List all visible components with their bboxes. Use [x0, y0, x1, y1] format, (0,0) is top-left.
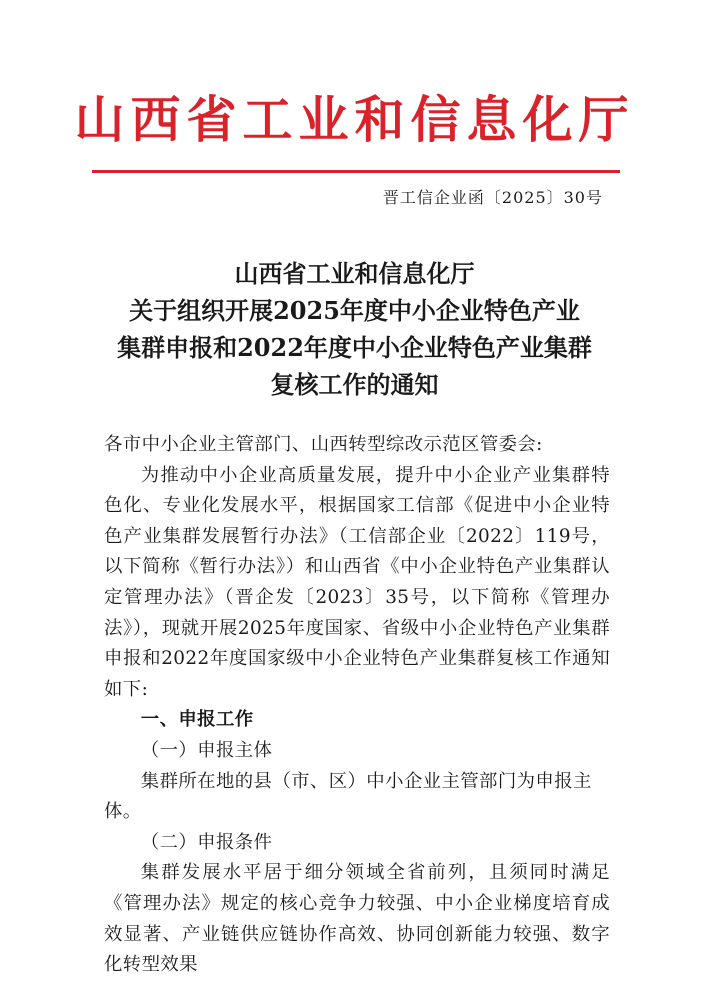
subsection-heading-2: （二）申报条件: [140, 831, 273, 853]
subsection-2-text: 集群发展水平居于细分领域全省前列，且须同时满足《管理办法》规定的核心竞争力较强、中小企业梯度培育成效显著、产业链供应链协作高效、协同创新能力较强、数字化转型效果: [104, 862, 610, 976]
notice-title: [0, 255, 709, 403]
title-line-3: 集群申报和2022年度中小企业特色产业集群: [117, 333, 592, 362]
salutation: 各市中小企业主管部门、山西转型综改示范区管委会:: [104, 434, 543, 455]
section-heading-1: 一、申报工作: [140, 709, 254, 731]
title-line-2: 关于组织开展2025年度中小企业特色产业: [129, 296, 580, 325]
red-divider-line: [92, 170, 620, 173]
intro-paragraph: 为推动中小企业高质量发展，提升中小企业产业集群特色化、专业化发展水平，根据国家工信部《促进中小企业特色产业集群发展暂行办法》（工信部企业〔2022〕119号，以下简称《暂行办法》）和山西省《中小企业特色产业集群认定管理办法》（晋企发〔2023〕35号，以下简称《管理办法》），现就开展2025年度国家、省级中小企业特色产业集群申报和2022年度国家级中小企业特色产业集群复核工作通知如下:: [104, 464, 610, 700]
title-line-1: 山西省工业和信息化厅: [234, 259, 475, 288]
title-line-4: 复核工作的通知: [270, 370, 439, 399]
notice-body: [104, 430, 610, 981]
document-number: 晋工信企业函〔2025〕30号: [382, 188, 603, 207]
subsection-1-text: 集群所在地的县（市、区）中小企业主管部门为申报主体。: [104, 770, 592, 823]
subsection-heading-1: （一）申报主体: [140, 739, 273, 761]
masthead-title: 山西省工业和信息化厅: [74, 90, 635, 149]
